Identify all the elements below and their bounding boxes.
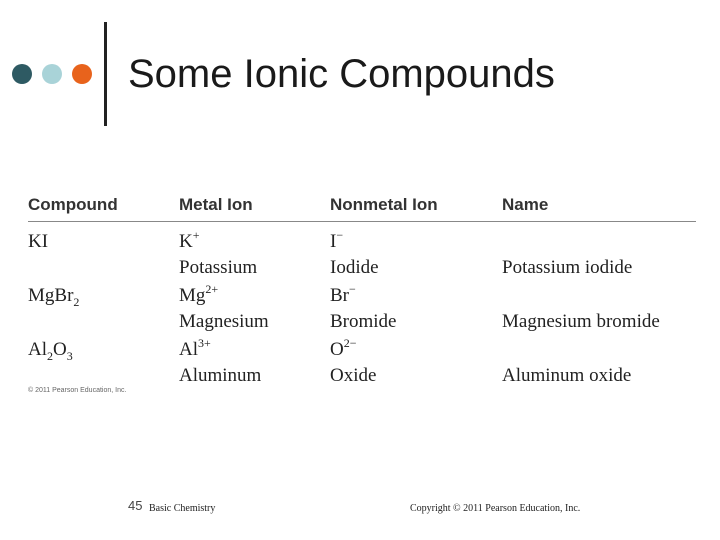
row1-name: Potassium iodide: [502, 257, 633, 278]
row3-compound-sub: 2: [47, 349, 53, 363]
row1-nonmetal-symbol: I: [330, 231, 337, 252]
row2-metal-charge: 2+: [205, 282, 219, 296]
row2-compound-sub: 2: [73, 295, 80, 309]
footer-copyright: Copyright © 2011 Pearson Education, Inc.: [410, 503, 581, 514]
row3-compound-tail-main: O: [53, 339, 67, 360]
row3-nonmetal-ion: [330, 336, 357, 361]
row1-compound-main: KI: [28, 231, 49, 252]
row1-metal-name: Potassium: [179, 257, 258, 278]
row2-nonmetal-charge: −: [349, 282, 356, 296]
row2-metal-name: Magnesium: [179, 311, 269, 332]
row3-metal-name: Aluminum: [179, 365, 262, 386]
row2-metal-ion: [179, 282, 219, 307]
row2-compound: [28, 285, 79, 307]
header-rule: [28, 221, 696, 222]
row3-compound-main: Al: [28, 339, 47, 360]
row3-metal-symbol: Al: [179, 339, 198, 360]
header-compound: Compound: [28, 195, 118, 214]
title-divider: [104, 22, 107, 126]
row2-name: Magnesium bromide: [502, 311, 660, 332]
row1-nonmetal-charge: −: [336, 228, 344, 242]
decor-dot-dark: [12, 64, 32, 84]
row3-metal-charge: 3+: [198, 336, 211, 350]
row1-nonmetal-name: Iodide: [330, 257, 379, 278]
slide-title: Some Ionic Compounds: [128, 52, 555, 96]
row2-nonmetal-symbol: Br: [330, 285, 349, 306]
row3-nonmetal-symbol: O: [330, 339, 344, 360]
row2-nonmetal-ion: [330, 282, 356, 307]
row3-nonmetal-name: Oxide: [330, 365, 377, 386]
row2-compound-main: MgBr: [28, 285, 74, 306]
row1-nonmetal-ion: [330, 228, 344, 253]
row1-metal-charge: +: [192, 228, 200, 242]
row3-name: Aluminum oxide: [502, 365, 632, 386]
row1-compound: [28, 231, 48, 253]
footer-course: Basic Chemistry: [149, 503, 216, 514]
row3-metal-ion: [179, 336, 211, 361]
row3-nonmetal-charge: 2−: [343, 336, 357, 350]
header-metal-ion: Metal Ion: [179, 195, 253, 214]
decor-dot-light: [42, 64, 62, 84]
header-name: Name: [502, 195, 549, 214]
row2-metal-symbol: Mg: [179, 285, 206, 306]
page-number: 45: [128, 498, 143, 513]
table-credit: © 2011 Pearson Education, Inc.: [28, 387, 127, 394]
row1-metal-symbol: K: [179, 231, 193, 252]
header-nonmetal-ion: Nonmetal Ion: [330, 195, 438, 214]
row3-compound-tail-sub: 3: [66, 349, 73, 363]
row1-metal-ion: [179, 228, 200, 253]
row2-nonmetal-name: Bromide: [330, 311, 397, 332]
decor-dot-orange: [72, 64, 92, 84]
row3-compound: [28, 339, 73, 361]
